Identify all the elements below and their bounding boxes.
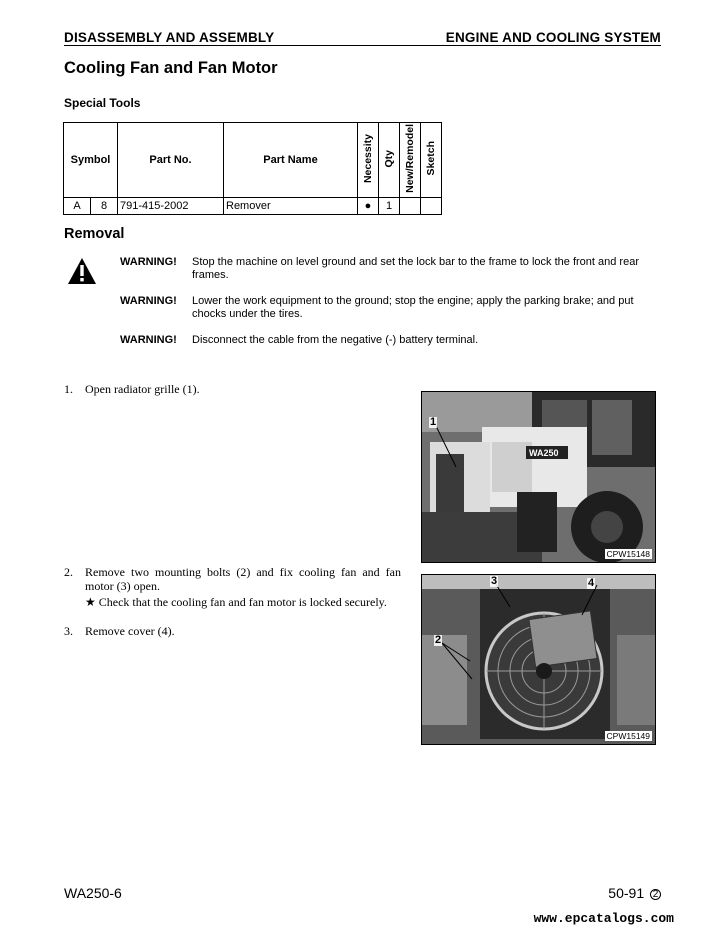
figure-cooling-fan: [421, 574, 656, 745]
chapter-title: ENGINE AND COOLING SYSTEM: [445, 30, 661, 45]
new-remodel-label: New/Remodel: [404, 124, 416, 193]
warning-label: WARNING!: [120, 295, 177, 307]
warning-text: Stop the machine on level ground and set the lock bar to the frame to lock the front and rear frames.: [192, 256, 639, 281]
page-number: 50-91: [608, 885, 645, 901]
step-text: Remove two mounting bolts (2) and fix cooling fan and fan motor (3) open.: [85, 565, 401, 593]
step-note: ★ Check that the cooling fan and fan motor is locked securely.: [85, 595, 387, 609]
part-no-cell: 791-415-2002: [118, 198, 224, 215]
warning-label: WARNING!: [120, 334, 177, 346]
removal-heading: Removal: [64, 226, 125, 242]
callout-4: 4: [588, 577, 595, 589]
figure-caption: CPW15148: [606, 549, 650, 559]
qty-label: Qty: [383, 149, 395, 168]
new-remodel-cell: [400, 198, 421, 215]
special-tools-table: [63, 122, 442, 215]
step-text: Remove cover (4).: [85, 624, 175, 638]
footer-model: WA250-6: [64, 885, 122, 901]
watermark: www.epcatalogs.com: [533, 911, 674, 926]
symbol-header: Symbol: [64, 123, 118, 198]
figure-radiator-grille: [421, 391, 656, 563]
necessity-label: Necessity: [362, 133, 374, 184]
part-no-header: Part No.: [118, 123, 224, 198]
step-number: 3.: [64, 624, 73, 638]
callout-1: 1: [430, 416, 437, 428]
sketch-label: Sketch: [425, 141, 437, 176]
page-title: Cooling Fan and Fan Motor: [64, 59, 278, 77]
necessity-header: [358, 123, 379, 198]
warning-triangle-icon: [67, 257, 97, 285]
page-header: [64, 30, 661, 46]
callout-2: 2: [435, 634, 442, 646]
footer-page: [608, 885, 661, 901]
loader-photo-illustration: [422, 392, 656, 563]
qty-header: [379, 123, 400, 198]
part-name-header: Part Name: [224, 123, 358, 198]
badge-label: WA250: [529, 448, 559, 458]
special-tools-heading: Special Tools: [64, 96, 141, 110]
warning-text: Lower the work equipment to the ground; stop the engine; apply the parking brake; and put chocks under the tires.: [192, 295, 634, 320]
revision-badge: 2: [650, 889, 661, 900]
symbol-number-cell: 8: [91, 198, 118, 215]
fan-photo-illustration: [422, 575, 656, 745]
callout-3: 3: [491, 575, 498, 587]
symbol-cell: A: [64, 198, 91, 215]
table-row: [64, 198, 442, 215]
step-number: 1.: [64, 382, 73, 396]
part-name-cell: Remover: [224, 198, 358, 215]
step-number: 2.: [64, 565, 73, 579]
new-remodel-header: [400, 123, 421, 198]
necessity-cell: ●: [358, 198, 379, 215]
sketch-cell: [421, 198, 442, 215]
warning-label: WARNING!: [120, 256, 177, 268]
step-text: Open radiator grille (1).: [85, 382, 200, 396]
section-title: DISASSEMBLY AND ASSEMBLY: [64, 30, 275, 45]
warning-text: Disconnect the cable from the negative (-) battery terminal.: [192, 334, 479, 346]
qty-cell: 1: [379, 198, 400, 215]
sketch-header: [421, 123, 442, 198]
figure-caption: CPW15149: [606, 731, 650, 741]
